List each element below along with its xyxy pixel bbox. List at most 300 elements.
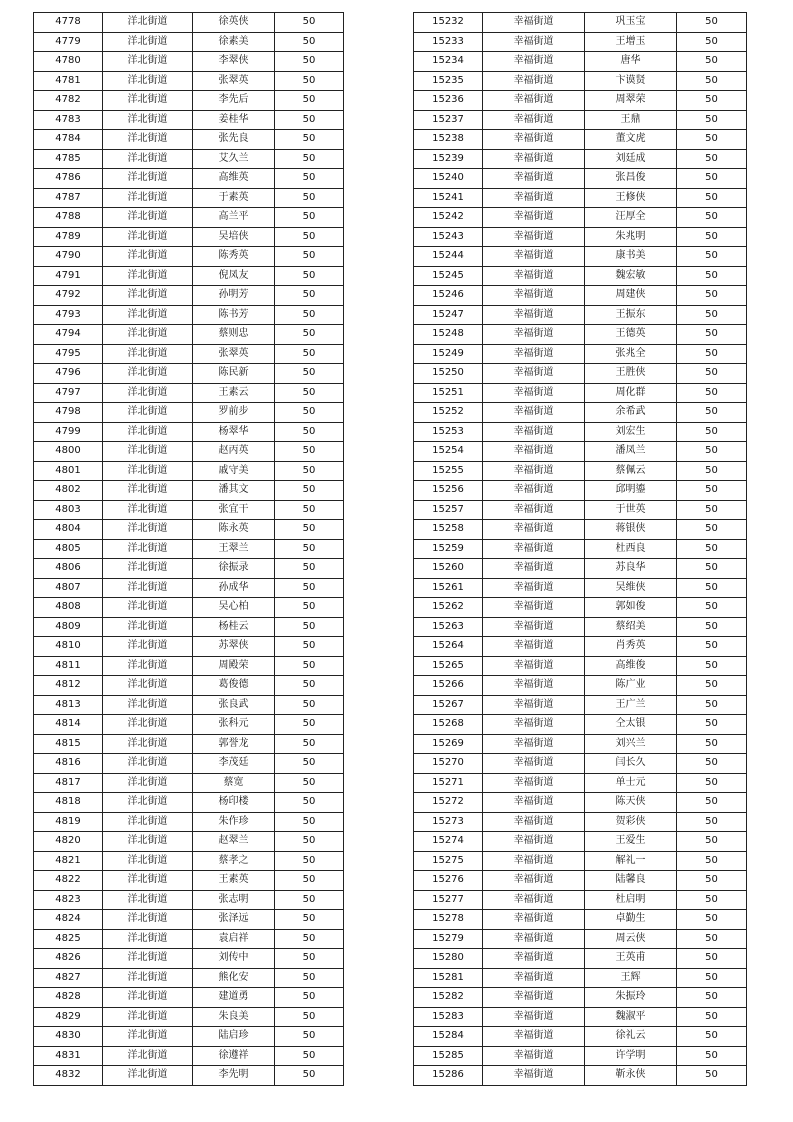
table-row	[34, 890, 344, 910]
street-cell: 幸福街道	[483, 1046, 585, 1066]
serial-number-cell: 4799	[34, 422, 103, 442]
table-row	[34, 851, 344, 871]
street-cell: 幸福街道	[483, 734, 585, 754]
table-row	[34, 266, 344, 286]
street-cell: 洋北街道	[103, 383, 193, 403]
serial-number-cell: 4811	[34, 656, 103, 676]
street-cell: 洋北街道	[103, 500, 193, 520]
amount-cell: 50	[677, 793, 747, 813]
name-cell: 杨桂云	[193, 617, 275, 637]
table-row	[414, 910, 747, 930]
right-roster-body	[414, 13, 747, 1086]
amount-cell: 50	[275, 442, 344, 462]
street-cell: 洋北街道	[103, 305, 193, 325]
name-cell: 张泽远	[193, 910, 275, 930]
amount-cell: 50	[677, 13, 747, 33]
street-cell: 洋北街道	[103, 637, 193, 657]
name-cell: 肖秀英	[585, 637, 677, 657]
amount-cell: 50	[677, 520, 747, 540]
name-cell: 蔡则忠	[193, 325, 275, 345]
serial-number-cell: 15243	[414, 227, 483, 247]
street-cell: 洋北街道	[103, 520, 193, 540]
street-cell: 洋北街道	[103, 208, 193, 228]
table-row	[414, 520, 747, 540]
table-row	[414, 286, 747, 306]
serial-number-cell: 15244	[414, 247, 483, 267]
serial-number-cell: 15247	[414, 305, 483, 325]
amount-cell: 50	[677, 149, 747, 169]
table-row	[414, 169, 747, 189]
serial-number-cell: 15273	[414, 812, 483, 832]
serial-number-cell: 15278	[414, 910, 483, 930]
serial-number-cell: 4812	[34, 676, 103, 696]
amount-cell: 50	[275, 1046, 344, 1066]
name-cell: 艾久兰	[193, 149, 275, 169]
street-cell: 幸福街道	[483, 13, 585, 33]
table-row	[414, 461, 747, 481]
name-cell: 陈书芳	[193, 305, 275, 325]
table-row	[34, 325, 344, 345]
serial-number-cell: 15268	[414, 715, 483, 735]
amount-cell: 50	[275, 929, 344, 949]
amount-cell: 50	[275, 949, 344, 969]
serial-number-cell: 4810	[34, 637, 103, 657]
table-row	[414, 598, 747, 618]
name-cell: 邱明鎏	[585, 481, 677, 501]
amount-cell: 50	[275, 169, 344, 189]
table-row	[414, 149, 747, 169]
street-cell: 洋北街道	[103, 695, 193, 715]
street-cell: 幸福街道	[483, 871, 585, 891]
serial-number-cell: 15238	[414, 130, 483, 150]
table-row	[34, 910, 344, 930]
street-cell: 洋北街道	[103, 656, 193, 676]
name-cell: 闫长久	[585, 754, 677, 774]
street-cell: 洋北街道	[103, 1066, 193, 1086]
name-cell: 蔡宽	[193, 773, 275, 793]
name-cell: 杨印楼	[193, 793, 275, 813]
street-cell: 洋北街道	[103, 481, 193, 501]
street-cell: 洋北街道	[103, 929, 193, 949]
serial-number-cell: 4793	[34, 305, 103, 325]
street-cell: 幸福街道	[483, 227, 585, 247]
street-cell: 幸福街道	[483, 539, 585, 559]
name-cell: 陈天侠	[585, 793, 677, 813]
name-cell: 王振东	[585, 305, 677, 325]
amount-cell: 50	[275, 890, 344, 910]
name-cell: 王德英	[585, 325, 677, 345]
serial-number-cell: 15267	[414, 695, 483, 715]
name-cell: 单士元	[585, 773, 677, 793]
street-cell: 幸福街道	[483, 559, 585, 579]
name-cell: 朱兆明	[585, 227, 677, 247]
table-row	[34, 91, 344, 111]
name-cell: 姜桂华	[193, 110, 275, 130]
amount-cell: 50	[275, 617, 344, 637]
street-cell: 洋北街道	[103, 1007, 193, 1027]
amount-cell: 50	[677, 676, 747, 696]
name-cell: 陆馨良	[585, 871, 677, 891]
serial-number-cell: 15282	[414, 988, 483, 1008]
table-row	[414, 247, 747, 267]
street-cell: 幸福街道	[483, 208, 585, 228]
name-cell: 刘兴兰	[585, 734, 677, 754]
table-row	[414, 832, 747, 852]
table-row	[34, 968, 344, 988]
street-cell: 洋北街道	[103, 832, 193, 852]
serial-number-cell: 4830	[34, 1027, 103, 1047]
table-row	[34, 383, 344, 403]
table-row	[414, 1027, 747, 1047]
street-cell: 幸福街道	[483, 266, 585, 286]
table-row	[34, 110, 344, 130]
table-row	[414, 695, 747, 715]
street-cell: 幸福街道	[483, 169, 585, 189]
serial-number-cell: 15265	[414, 656, 483, 676]
amount-cell: 50	[677, 1046, 747, 1066]
serial-number-cell: 4828	[34, 988, 103, 1008]
table-row	[414, 617, 747, 637]
street-cell: 洋北街道	[103, 110, 193, 130]
amount-cell: 50	[275, 383, 344, 403]
name-cell: 熊化安	[193, 968, 275, 988]
amount-cell: 50	[275, 539, 344, 559]
serial-number-cell: 15251	[414, 383, 483, 403]
name-cell: 孙明芳	[193, 286, 275, 306]
name-cell: 靳永侠	[585, 1066, 677, 1086]
name-cell: 陈民新	[193, 364, 275, 384]
street-cell: 洋北街道	[103, 949, 193, 969]
serial-number-cell: 15237	[414, 110, 483, 130]
table-row	[34, 305, 344, 325]
table-row	[414, 305, 747, 325]
table-row	[34, 442, 344, 462]
amount-cell: 50	[275, 695, 344, 715]
amount-cell: 50	[677, 344, 747, 364]
table-row	[34, 169, 344, 189]
name-cell: 高维俊	[585, 656, 677, 676]
name-cell: 王素英	[193, 871, 275, 891]
street-cell: 洋北街道	[103, 754, 193, 774]
serial-number-cell: 4798	[34, 403, 103, 423]
right-roster-table	[413, 12, 747, 1086]
table-row	[414, 344, 747, 364]
serial-number-cell: 4787	[34, 188, 103, 208]
serial-number-cell: 4826	[34, 949, 103, 969]
street-cell: 幸福街道	[483, 1007, 585, 1027]
name-cell: 蔡绍美	[585, 617, 677, 637]
street-cell: 洋北街道	[103, 130, 193, 150]
table-row	[414, 793, 747, 813]
table-row	[34, 773, 344, 793]
street-cell: 幸福街道	[483, 344, 585, 364]
serial-number-cell: 15262	[414, 598, 483, 618]
amount-cell: 50	[275, 403, 344, 423]
serial-number-cell: 4786	[34, 169, 103, 189]
amount-cell: 50	[677, 754, 747, 774]
street-cell: 洋北街道	[103, 734, 193, 754]
amount-cell: 50	[275, 676, 344, 696]
amount-cell: 50	[677, 949, 747, 969]
amount-cell: 50	[677, 1007, 747, 1027]
name-cell: 张翠英	[193, 344, 275, 364]
amount-cell: 50	[275, 637, 344, 657]
name-cell: 解礼一	[585, 851, 677, 871]
name-cell: 王爱生	[585, 832, 677, 852]
amount-cell: 50	[275, 715, 344, 735]
amount-cell: 50	[275, 149, 344, 169]
street-cell: 幸福街道	[483, 247, 585, 267]
name-cell: 王翠兰	[193, 539, 275, 559]
name-cell: 于素英	[193, 188, 275, 208]
name-cell: 李先明	[193, 1066, 275, 1086]
serial-number-cell: 15253	[414, 422, 483, 442]
amount-cell: 50	[275, 734, 344, 754]
street-cell: 幸福街道	[483, 520, 585, 540]
table-row	[414, 1046, 747, 1066]
amount-cell: 50	[275, 188, 344, 208]
amount-cell: 50	[677, 461, 747, 481]
amount-cell: 50	[677, 110, 747, 130]
street-cell: 洋北街道	[103, 559, 193, 579]
amount-cell: 50	[677, 188, 747, 208]
name-cell: 赵丙英	[193, 442, 275, 462]
serial-number-cell: 15241	[414, 188, 483, 208]
name-cell: 刘廷成	[585, 149, 677, 169]
table-row	[414, 325, 747, 345]
street-cell: 幸福街道	[483, 715, 585, 735]
table-row	[34, 52, 344, 72]
amount-cell: 50	[275, 481, 344, 501]
street-cell: 幸福街道	[483, 481, 585, 501]
amount-cell: 50	[677, 988, 747, 1008]
table-row	[414, 773, 747, 793]
serial-number-cell: 4778	[34, 13, 103, 33]
table-row	[34, 754, 344, 774]
table-row	[414, 929, 747, 949]
street-cell: 洋北街道	[103, 968, 193, 988]
street-cell: 幸福街道	[483, 71, 585, 91]
serial-number-cell: 15250	[414, 364, 483, 384]
serial-number-cell: 4781	[34, 71, 103, 91]
table-row	[414, 1066, 747, 1086]
serial-number-cell: 4783	[34, 110, 103, 130]
amount-cell: 50	[677, 500, 747, 520]
serial-number-cell: 4829	[34, 1007, 103, 1027]
street-cell: 洋北街道	[103, 910, 193, 930]
street-cell: 洋北街道	[103, 344, 193, 364]
name-cell: 建道勇	[193, 988, 275, 1008]
serial-number-cell: 4822	[34, 871, 103, 891]
table-row	[414, 968, 747, 988]
street-cell: 幸福街道	[483, 832, 585, 852]
street-cell: 幸福街道	[483, 695, 585, 715]
name-cell: 吴维侠	[585, 578, 677, 598]
serial-number-cell: 4807	[34, 578, 103, 598]
name-cell: 王素云	[193, 383, 275, 403]
serial-number-cell: 15274	[414, 832, 483, 852]
serial-number-cell: 4797	[34, 383, 103, 403]
street-cell: 洋北街道	[103, 188, 193, 208]
street-cell: 洋北街道	[103, 461, 193, 481]
amount-cell: 50	[275, 910, 344, 930]
serial-number-cell: 4792	[34, 286, 103, 306]
table-row	[34, 637, 344, 657]
serial-number-cell: 4785	[34, 149, 103, 169]
serial-number-cell: 15276	[414, 871, 483, 891]
serial-number-cell: 15242	[414, 208, 483, 228]
serial-number-cell: 4820	[34, 832, 103, 852]
serial-number-cell: 15275	[414, 851, 483, 871]
amount-cell: 50	[275, 812, 344, 832]
name-cell: 陆启珍	[193, 1027, 275, 1047]
table-row	[414, 442, 747, 462]
amount-cell: 50	[275, 422, 344, 442]
street-cell: 幸福街道	[483, 130, 585, 150]
table-row	[34, 32, 344, 52]
table-row	[34, 149, 344, 169]
table-row	[34, 715, 344, 735]
street-cell: 幸福街道	[483, 32, 585, 52]
amount-cell: 50	[677, 695, 747, 715]
table-row	[414, 812, 747, 832]
amount-cell: 50	[275, 266, 344, 286]
serial-number-cell: 4831	[34, 1046, 103, 1066]
serial-number-cell: 15245	[414, 266, 483, 286]
name-cell: 余希武	[585, 403, 677, 423]
amount-cell: 50	[677, 247, 747, 267]
table-row	[34, 344, 344, 364]
serial-number-cell: 15285	[414, 1046, 483, 1066]
table-row	[34, 539, 344, 559]
table-row	[414, 871, 747, 891]
serial-number-cell: 4782	[34, 91, 103, 111]
street-cell: 洋北街道	[103, 149, 193, 169]
amount-cell: 50	[677, 832, 747, 852]
table-row	[414, 1007, 747, 1027]
serial-number-cell: 15284	[414, 1027, 483, 1047]
name-cell: 魏宏敏	[585, 266, 677, 286]
street-cell: 洋北街道	[103, 52, 193, 72]
table-row	[414, 988, 747, 1008]
name-cell: 巩玉宝	[585, 13, 677, 33]
street-cell: 洋北街道	[103, 286, 193, 306]
table-row	[34, 364, 344, 384]
serial-number-cell: 15261	[414, 578, 483, 598]
serial-number-cell: 15235	[414, 71, 483, 91]
table-row	[414, 71, 747, 91]
name-cell: 张志明	[193, 890, 275, 910]
street-cell: 洋北街道	[103, 71, 193, 91]
serial-number-cell: 15264	[414, 637, 483, 657]
name-cell: 杜西良	[585, 539, 677, 559]
table-row	[414, 403, 747, 423]
amount-cell: 50	[275, 344, 344, 364]
table-row	[34, 812, 344, 832]
table-row	[414, 227, 747, 247]
amount-cell: 50	[275, 91, 344, 111]
name-cell: 王鼎	[585, 110, 677, 130]
name-cell: 周化群	[585, 383, 677, 403]
amount-cell: 50	[275, 988, 344, 1008]
table-row	[414, 949, 747, 969]
name-cell: 李先后	[193, 91, 275, 111]
table-row	[414, 32, 747, 52]
name-cell: 葛俊德	[193, 676, 275, 696]
amount-cell: 50	[677, 1066, 747, 1086]
street-cell: 幸福街道	[483, 793, 585, 813]
amount-cell: 50	[677, 929, 747, 949]
table-row	[34, 208, 344, 228]
table-row	[34, 676, 344, 696]
amount-cell: 50	[275, 305, 344, 325]
amount-cell: 50	[677, 32, 747, 52]
street-cell: 洋北街道	[103, 598, 193, 618]
name-cell: 陈永英	[193, 520, 275, 540]
serial-number-cell: 15271	[414, 773, 483, 793]
name-cell: 朱良美	[193, 1007, 275, 1027]
street-cell: 幸福街道	[483, 949, 585, 969]
name-cell: 张先良	[193, 130, 275, 150]
serial-number-cell: 4779	[34, 32, 103, 52]
amount-cell: 50	[275, 364, 344, 384]
serial-number-cell: 4791	[34, 266, 103, 286]
serial-number-cell: 15259	[414, 539, 483, 559]
table-row	[414, 110, 747, 130]
table-row	[34, 286, 344, 306]
table-row	[414, 52, 747, 72]
table-row	[34, 520, 344, 540]
serial-number-cell: 15258	[414, 520, 483, 540]
street-cell: 洋北街道	[103, 266, 193, 286]
table-row	[34, 578, 344, 598]
name-cell: 徐素美	[193, 32, 275, 52]
name-cell: 王英甫	[585, 949, 677, 969]
street-cell: 洋北街道	[103, 676, 193, 696]
serial-number-cell: 15263	[414, 617, 483, 637]
serial-number-cell: 4790	[34, 247, 103, 267]
street-cell: 幸福街道	[483, 91, 585, 111]
amount-cell: 50	[275, 754, 344, 774]
amount-cell: 50	[275, 32, 344, 52]
street-cell: 洋北街道	[103, 578, 193, 598]
amount-cell: 50	[677, 266, 747, 286]
name-cell: 卓勤生	[585, 910, 677, 930]
name-cell: 苏翠侠	[193, 637, 275, 657]
street-cell: 幸福街道	[483, 676, 585, 696]
name-cell: 刘传中	[193, 949, 275, 969]
name-cell: 王辉	[585, 968, 677, 988]
table-row	[34, 461, 344, 481]
table-row	[414, 500, 747, 520]
name-cell: 于世英	[585, 500, 677, 520]
street-cell: 幸福街道	[483, 500, 585, 520]
amount-cell: 50	[275, 461, 344, 481]
table-row	[34, 500, 344, 520]
amount-cell: 50	[275, 247, 344, 267]
name-cell: 苏良华	[585, 559, 677, 579]
table-row	[414, 851, 747, 871]
amount-cell: 50	[677, 91, 747, 111]
table-row	[414, 266, 747, 286]
name-cell: 潘凤兰	[585, 442, 677, 462]
serial-number-cell: 15240	[414, 169, 483, 189]
name-cell: 张科元	[193, 715, 275, 735]
street-cell: 幸福街道	[483, 637, 585, 657]
serial-number-cell: 4806	[34, 559, 103, 579]
amount-cell: 50	[677, 286, 747, 306]
amount-cell: 50	[677, 617, 747, 637]
